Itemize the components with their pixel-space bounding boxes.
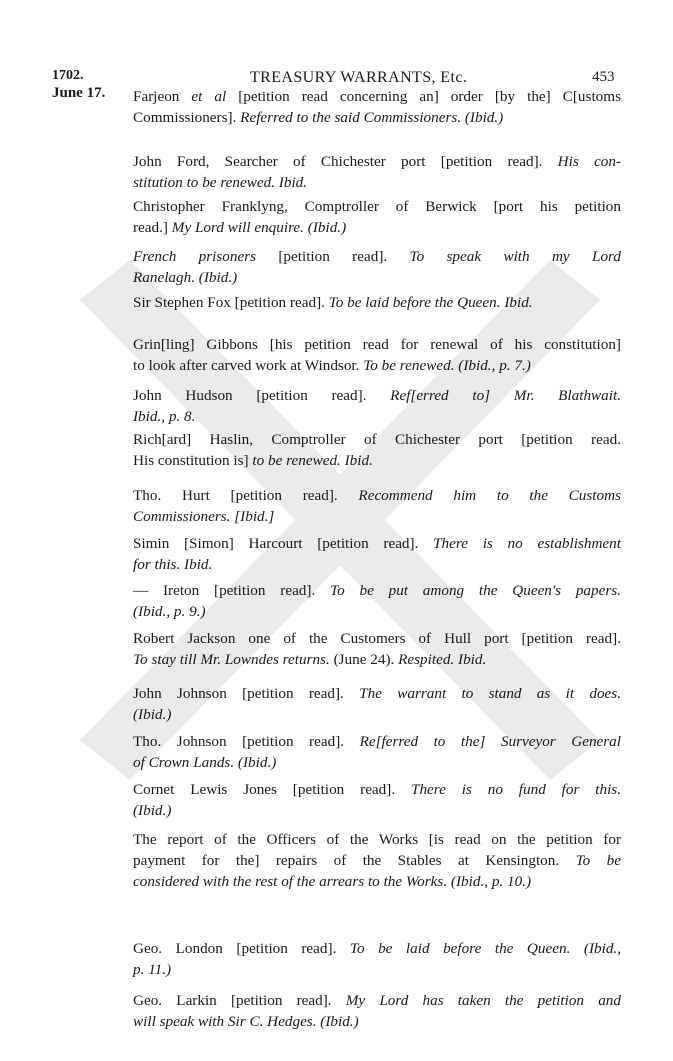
entry-line [133,267,621,288]
entry [133,429,621,471]
entry-line [133,1011,621,1032]
entry-line [133,554,621,575]
entry-line [133,429,621,450]
text-run: His constitution is] [133,452,253,469]
entry-line [133,683,621,704]
entry-line [133,246,621,267]
italic-text: To be [575,852,621,869]
italic-text: His con- [557,153,621,170]
entry-line [133,990,621,1011]
text-run: Tho. Johnson [petition read]. [133,733,360,750]
text-run: Robert Jackson one of the Customers of Hull port [petition read]. [133,630,621,647]
entry [133,779,621,821]
italic-text: To stay till Mr. Lowndes returns. [133,651,330,668]
italic-text: (Ibid.) [133,706,172,723]
entry [133,196,621,238]
entry-line [133,850,621,871]
entry-line [133,151,621,172]
entry-line [133,86,621,107]
entry [133,292,621,313]
text-run: Christopher Franklyng, Comptroller of Berwick [port his petition [133,198,621,215]
italic-text: Referred to the said Commissioners. (Ibid.) [240,109,504,126]
text-run: John Ford, Searcher of Chichester port [petition read]. [133,153,558,170]
italic-text: There is no fund for this. [411,781,621,798]
entry-line [133,829,621,850]
italic-text: My Lord has taken the petition and [345,992,621,1009]
entry-line [133,800,621,821]
italic-text: To speak with my Lord [409,248,621,265]
italic-text: Commissioners. [Ibid.] [133,508,275,525]
entry-line [133,355,621,376]
entry [133,990,621,1032]
italic-text: to be renewed. Ibid. [252,452,373,469]
italic-text: Respited. Ibid. [398,651,487,668]
entry-line [133,217,621,238]
text-run: Farjeon [133,88,192,105]
entry-line [133,628,621,649]
italic-text: Ibid., p. 8. [133,408,196,425]
entry [133,86,621,128]
margin-year: 1702. [52,68,84,83]
text-run: Sir Stephen Fox [petition read]. [133,294,329,311]
entry-line [133,533,621,554]
text-run: [petition read concerning an] order [by the] C[ustoms [226,88,621,105]
italic-text: Mr. Blathwait. [490,387,621,404]
entry [133,628,621,670]
text-run: Geo. Larkin [petition read]. [133,992,346,1009]
italic-text: p. 11.) [133,961,172,978]
italic-text: (Ibid.) [133,802,172,819]
text-run: Tho. Hurt [petition read]. [133,487,359,504]
entry [133,385,621,427]
entry-line [133,196,621,217]
text-run: Cornet Lewis Jones [petition read]. [133,781,411,798]
text-run: The report of the Officers of the Works [is read on the petition for [133,831,621,848]
text-run: payment for the] repairs of the Stables at Kensington. [133,852,576,869]
text-run: Rich[ard] Haslin, Comptroller of Chichester port [petition read. [133,431,621,448]
entry-line [133,485,621,506]
entry-line [133,871,621,892]
entry-line [133,779,621,800]
italic-text: To be put among the Queen's papers. [330,582,621,599]
italic-text: et al [191,88,227,105]
italic-text: of Crown Lands. (Ibid.) [133,754,277,771]
entry-line [133,450,621,471]
entry-line [133,704,621,725]
text-run: Geo. London [petition read]. [133,940,350,957]
entry-line [133,601,621,622]
italic-text: Recommend him to the Customs [358,487,621,504]
text-run: [petition read]. [256,248,410,265]
italic-text: will speak with Sir C. Hedges. (Ibid.) [133,1013,359,1030]
entry [133,533,621,575]
italic-text: for this. Ibid. [133,556,213,573]
entry-line [133,752,621,773]
entry [133,580,621,622]
entry-line [133,959,621,980]
running-head: TREASURY WARRANTS, Etc. [250,69,468,86]
entry-line [133,506,621,527]
italic-text: The warrant to stand as it does. [359,685,621,702]
entry [133,485,621,527]
entry-line [133,731,621,752]
italic-text: To be laid before the Queen. Ibid. [328,294,533,311]
italic-text: Ranelagh. (Ibid.) [133,269,238,286]
italic-text: My Lord will enquire. (Ibid.) [171,219,347,236]
entry-line [133,649,621,670]
italic-text: considered with the rest of the arrears to the Works. (Ibid., p. 10.) [133,873,532,890]
text-run: — Ireton [petition read]. [133,582,331,599]
entry [133,151,621,193]
text-run: to look after carved work at Windsor. [133,357,364,374]
text-run: John Johnson [petition read]. [133,685,360,702]
text-run: Grin[ling] Gibbons [his petition read for renewal of his constitution] [133,336,621,353]
entry [133,683,621,725]
text-run: Simin [Simon] Harcourt [petition read]. [133,535,434,552]
italic-text: There is no establishment [433,535,621,552]
italic-text: Re[ferred to the] Surveyor General [359,733,621,750]
text-run: Commissioners]. [133,109,241,126]
entry [133,829,621,892]
entry-line [133,406,621,427]
italic-text: To be laid before the Queen. (Ibid., [349,940,622,957]
text-run: (June 24). [329,651,399,668]
entry [133,731,621,773]
text-run: read.] [133,219,172,236]
entry-line [133,938,621,959]
entry-line [133,334,621,355]
entry [133,334,621,376]
italic-text: stitution to be renewed. Ibid. [133,174,308,191]
entry-line [133,172,621,193]
italic-text: French prisoners [133,248,257,265]
italic-text: To be renewed. (Ibid., p. 7.) [363,357,531,374]
entry-line [133,385,621,406]
entry [133,938,621,980]
entry [133,246,621,288]
margin-date: June 17. [52,85,106,101]
entry-line [133,292,621,313]
entry-line [133,580,621,601]
text-run: John Hudson [petition read]. [133,387,391,404]
entry-line [133,107,621,128]
page-number: 453 [592,69,615,85]
italic-text: (Ibid., p. 9.) [133,603,206,620]
italic-text: Ref[erred to] [390,387,491,404]
